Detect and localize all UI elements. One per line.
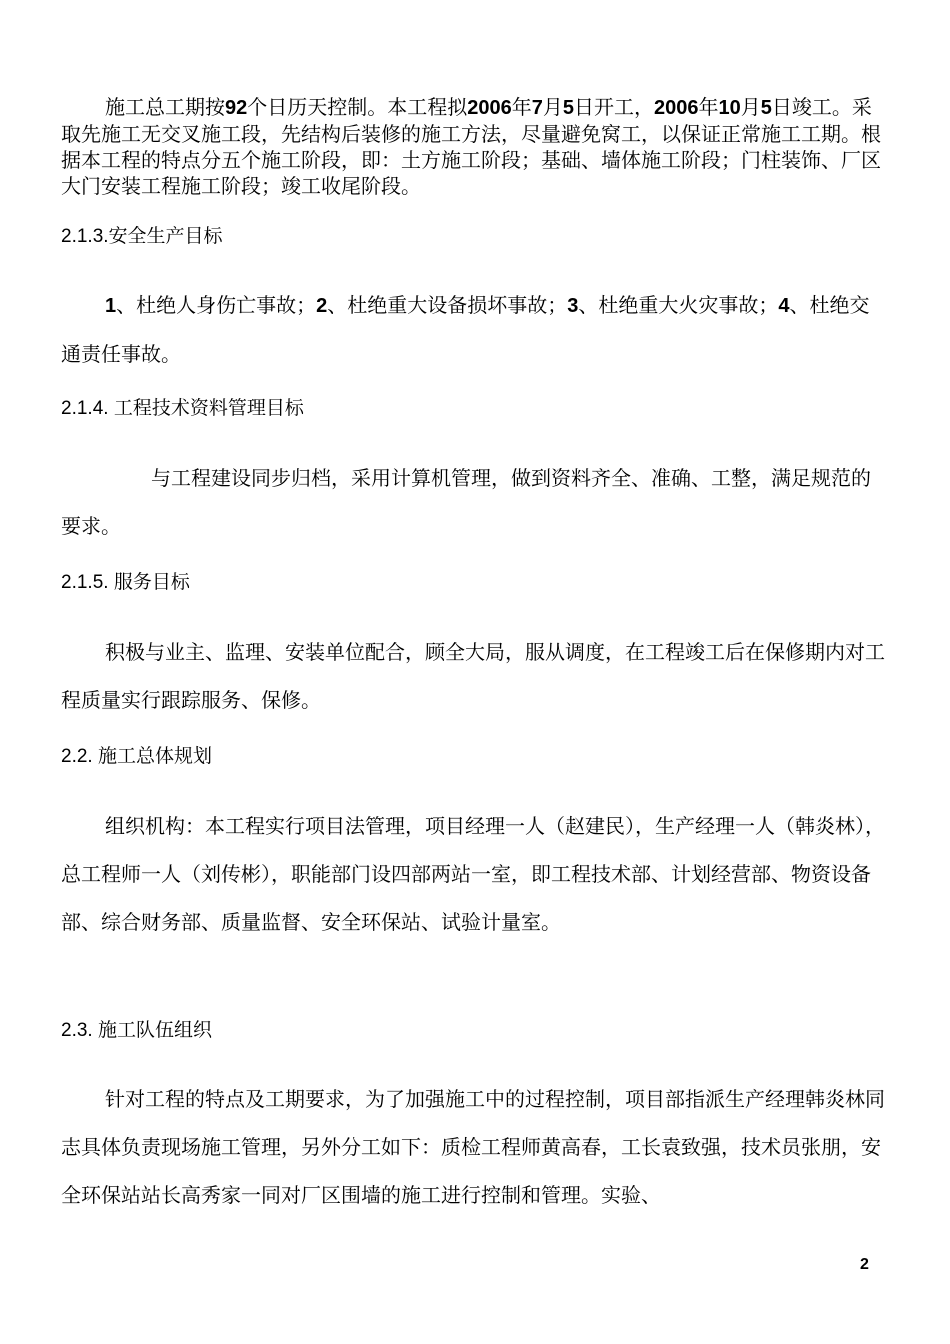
number-run: 4 <box>778 295 790 317</box>
number-run: 2 <box>316 295 328 317</box>
number-run: 3 <box>567 295 579 317</box>
text-run: 年 <box>511 95 532 119</box>
text-run: 年 <box>698 95 719 119</box>
text-run: 月 <box>542 95 563 119</box>
number-run: 2006 <box>654 97 699 119</box>
number-run: 92 <box>225 97 248 119</box>
text-run: 日竣工。采取先施工无交叉施工段，先结构后装修的施工方法，尽量避免窝工，以保证正常施工工期。根据本工程的特点分五个施工阶段，即：土方施工阶段；基础、墙体施工阶段；门柱装饰、厂区大门安装工程施工阶段；竣工收尾阶段。 <box>61 95 881 198</box>
tech-docs-paragraph: 与工程建设同步归档，采用计算机管理，做到资料齐全、准确、工整，满足规范的要求。 <box>61 466 871 538</box>
number-run: 7 <box>531 97 543 119</box>
number-run: 1 <box>105 295 117 317</box>
text-run: 、杜绝重大火灾事故； <box>578 293 779 317</box>
number-run: 2006 <box>467 97 512 119</box>
heading-2-1-3: 2.1.3.安全生产目标 <box>61 226 223 247</box>
heading-2-1-5: 2.1.5. 服务目标 <box>61 572 190 593</box>
text-run: 月 <box>740 95 761 119</box>
team-paragraph: 针对工程的特点及工期要求，为了加强施工中的过程控制，项目部指派生产经理韩炎林同志具体负责现场施工管理，另外分工如下：质检工程师黄高春，工长袁致强，技术员张朋，安全环保站站长高秀家一同对厂区围墙的施工进行控制和管理。实验、 <box>61 1087 885 1207</box>
heading-2-3: 2.3. 施工队伍组织 <box>61 1020 212 1041</box>
number-run: 5 <box>562 97 574 119</box>
safety-goals-paragraph <box>61 281 889 378</box>
schedule-paragraph <box>61 94 889 199</box>
heading-2-1-4: 2.1.4. 工程技术资料管理目标 <box>61 398 304 419</box>
service-paragraph: 积极与业主、监理、安装单位配合，顾全大局，服从调度，在工程竣工后在保修期内对工程质量实行跟踪服务、保修。 <box>61 640 885 712</box>
text-run: 、杜绝重大设备损坏事故； <box>327 293 568 317</box>
number-run: 5 <box>760 97 772 119</box>
page-number: 2 <box>860 1256 869 1273</box>
text-run: 施工总工期按 <box>105 95 225 119</box>
number-run: 10 <box>718 97 741 119</box>
heading-2-2: 2.2. 施工总体规划 <box>61 746 212 767</box>
text-run: 、杜绝人身伤亡事故； <box>116 293 317 317</box>
planning-paragraph: 组织机构：本工程实行项目法管理，项目经理一人（赵建民），生产经理一人（韩炎林），总工程师一人（刘传彬），职能部门设四部两站一室，即工程技术部、计划经营部、物资设备部、综合财务部、质量监督、安全环保站、试验计量室。 <box>61 814 885 934</box>
text-run: 个日历天控制。本工程拟 <box>247 95 468 119</box>
text-run: 、杜绝交通责任事故。 <box>61 293 870 366</box>
text-run: 日开工， <box>574 95 654 119</box>
